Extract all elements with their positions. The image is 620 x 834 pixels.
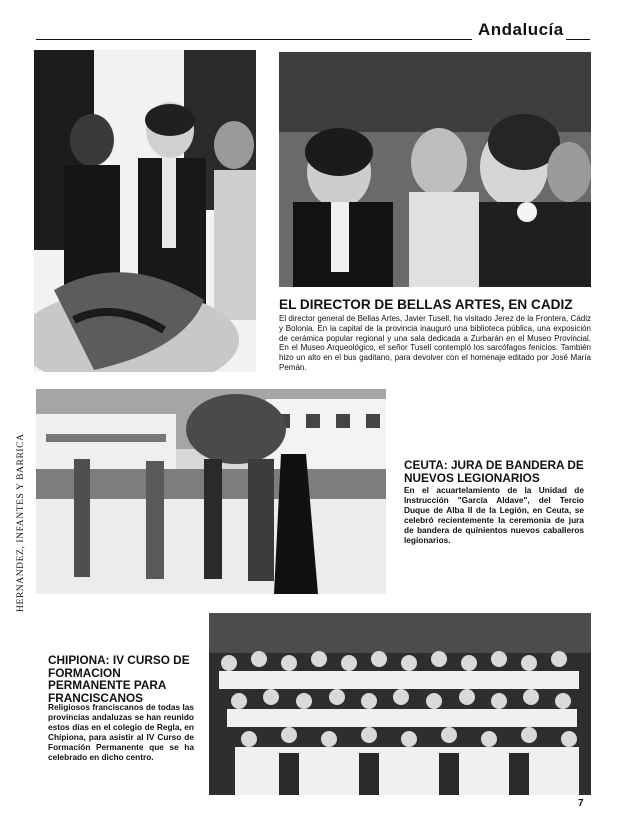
header-rule-left bbox=[36, 39, 472, 40]
header-rule-right bbox=[566, 39, 590, 40]
headline-chipiona: CHIPIONA: IV CURSO DE FORMACION PERMANENTE PARA FRANCISCANOS bbox=[48, 653, 190, 706]
page-number: 7 bbox=[578, 798, 584, 809]
photo-franciscans-group bbox=[209, 613, 591, 795]
headline-ceuta: CEUTA: JURA DE BANDERA DE NUEVOS LEGIONARIOS bbox=[404, 458, 584, 485]
headline-bellas-artes: EL DIRECTOR DE BELLAS ARTES, EN CADIZ bbox=[279, 297, 573, 312]
body-bellas-artes: El director general de Bellas Artes, Javier Tusell, ha visitado Jerez de la Frontera, Cádiz y Bolonia. En la capital de la provincia inauguró una biblioteca pública, una exposición de cerámica popular regional y una sala dedicada a Zurbarán en el Museo Provincial. En el Museo Arqueológico, el señor Tusell contempló los sarcófagos fenicios. También hizo un alto en el bus gaditano, para devolver con el homenaje editado por José María Pemán. bbox=[279, 314, 591, 372]
photo-ceuta-legion bbox=[36, 389, 386, 594]
body-chipiona: Religiosos franciscanos de todas las provincias andaluzas se han reunido estos días en el colegio de Regla, en Chipiona, para asistir al IV Curso de Formación Permanente que se ha celebrado en dicho centro. bbox=[48, 702, 194, 762]
photo-exhibition-visitors bbox=[34, 50, 256, 372]
body-ceuta: En el acuartelamiento de la Unidad de Instrucción "García Aldave", del Tercio Duque de Alba II de la Legión, en Ceuta, se celebró recientemente la ceremonia de jura de bandera de quinientos nuevos caballeros legionarios. bbox=[404, 485, 584, 545]
photo-director-bellas-artes bbox=[279, 52, 591, 287]
photo-credit: HERNANDEZ, INFANTES Y BARRICA bbox=[16, 433, 26, 612]
section-title: Andalucía bbox=[478, 20, 564, 39]
